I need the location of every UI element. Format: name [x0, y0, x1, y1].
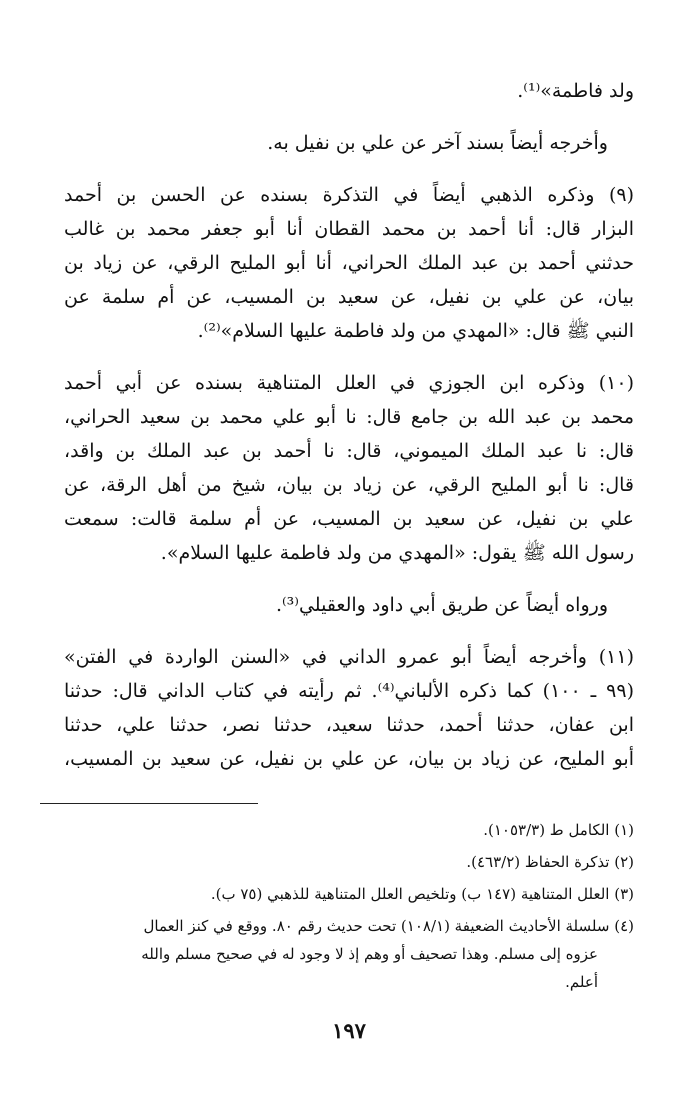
text-line-14: ورواه أيضاً عن طريق أبي داود والعقيلي⁽³⁾. [275, 594, 608, 616]
footnote-1 [44, 818, 634, 842]
text-line-13: رسول الله ﷺ يقول: «المهدي من ولد فاطمة عليها السلام». [160, 542, 634, 564]
text-line-15: (١١) وأخرجه أيضاً أبو عمرو الداني في «السنن الواردة في الفتن» [64, 646, 634, 668]
text-line-7: النبي ﷺ قال: «المهدي من ولد فاطمة عليها السلام»⁽²⁾. [197, 320, 634, 342]
footnote-separator [40, 803, 258, 804]
footnote-text: سلسلة الأحاديث الضعيفة (١٠٨/١) تحت حديث رقم ٨٠. ووقع في كنز العمال [143, 917, 610, 935]
text-line-12: علي بن نفيل، عن سعيد بن المسيب، عن أم سلمة قالت: سمعت [64, 508, 634, 530]
text-line-6: بيان، عن علي بن نفيل، عن سعيد بن المسيب، عن أم سلمة عن [64, 286, 634, 308]
text-line-4: البزار قال: أنا أحمد بن محمد القطان أنا أبو جعفر محمد بن غالب [64, 218, 634, 240]
page-number: ١٩٧ [332, 1018, 366, 1043]
footnote-3 [44, 882, 634, 906]
text-line-17: ابن عفان، حدثنا أحمد، حدثنا سعيد، حدثنا نصر، حدثنا علي، حدثنا [64, 714, 634, 736]
text-line-16: (٩٩ ـ ١٠٠) كما ذكره الألباني⁽⁴⁾. ثم رأيته في كتاب الداني قال: حدثنا [64, 680, 634, 702]
footnote-4 [44, 914, 634, 938]
footnote-text: الكامل ط (١٠٥٣/٣). [483, 821, 610, 839]
text-line-2: وأخرجه أيضاً بسند آخر عن علي بن نفيل به. [267, 132, 608, 154]
text-line-3: (٩) وذكره الذهبي أيضاً في التذكرة بسنده عن الحسن بن أحمد [64, 184, 634, 206]
footnote-2 [44, 850, 634, 874]
footnote-4-continuation-1: عزوه إلى مسلم. وهذا تصحيف أو وهم إذ لا وجود له في صحيح مسلم والله [141, 945, 598, 963]
text-line-8: (١٠) وذكره ابن الجوزي في العلل المتناهية بسنده عن أبي أحمد [64, 372, 634, 394]
footnote-text: العلل المتناهية (١٤٧ ب) وتلخيص العلل المتناهية للذهبي (٧٥ ب). [210, 885, 610, 903]
text-line-1: ولد فاطمة»⁽¹⁾. [517, 80, 634, 102]
text-line-18: أبو المليح، عن زياد بن بيان، عن علي بن نفيل، عن سعيد بن المسيب، [64, 748, 634, 770]
footnote-text: تذكرة الحفاظ (٤٦٣/٢). [466, 853, 610, 871]
footnote-number: (٢) [614, 853, 634, 871]
footnote-number: (١) [614, 821, 634, 839]
text-line-11: قال: نا أبو المليح الرقي، عن زياد بن بيان، شيخ من أهل الرقة، عن [64, 474, 634, 496]
footnote-number: (٤) [614, 917, 634, 935]
text-line-10: قال: نا عبد الملك الميموني، قال: نا أحمد بن عبد الملك بن واقد، [64, 440, 634, 462]
text-line-5: حدثني أحمد بن عبد الملك الحراني، أنا أبو المليح الرقي، عن زياد بن [64, 252, 634, 274]
footnote-4-continuation-2: أعلم. [565, 973, 598, 991]
text-line-9: محمد بن عبد الله بن جامع قال: نا أبو علي محمد بن سعيد الحراني، [64, 406, 634, 428]
footnote-number: (٣) [614, 885, 634, 903]
